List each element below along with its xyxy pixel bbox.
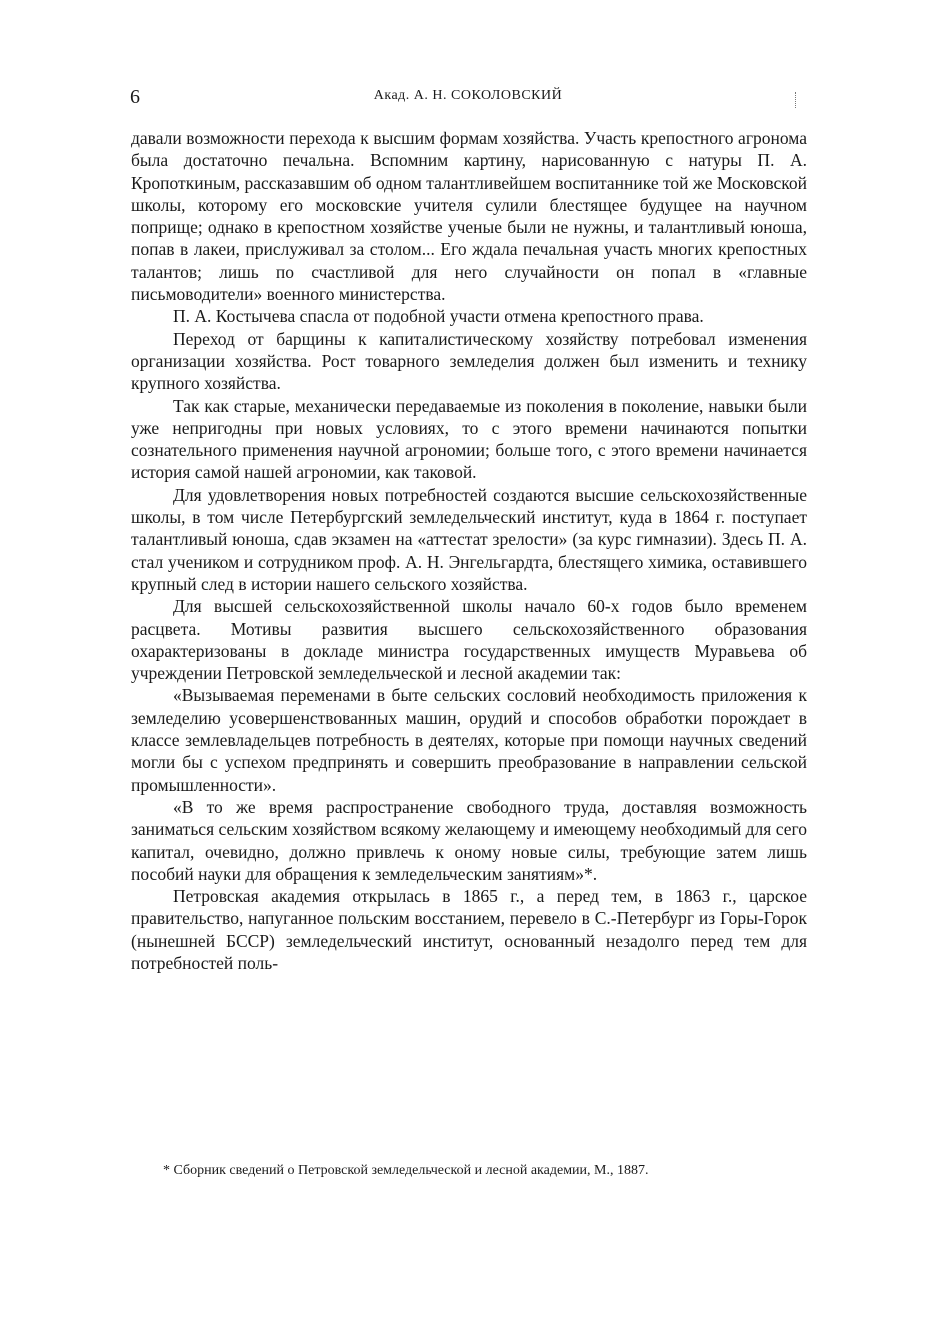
paragraph-1: давали возможности перехода к высшим формам хозяйства. Участь крепостного агронома была достаточно печальна. Вспомним картину, нарисованную с натуры П. А. Кропоткиным, рассказавшим об одном талантливейшем воспитаннике той же Московской школы, которому его московские учителя сулили блестящее будущее на научном поприще; однако в крепостном хозяйстве ученые были не нужны, и талантливый юноша, попав в лакеи, прислуживал за столом... Его ждала печальная участь многих крепостных талантов; лишь по счастливой для него случайности он попал в «главные письмоводители» военного министерства. [131, 128, 807, 305]
footnote-text: * Сборник сведений о Петровской земледельческой и лесной академии, М., 1887. [163, 1163, 649, 1178]
footnote [131, 1162, 807, 1180]
paragraph-9: Петровская академия открылась в 1865 г., а перед тем, в 1863 г., царское правительство, напуганное польским восстанием, перевело в С.-Петербург из Горы-Горок (нынешней БССР) земледельческий институт, основанный незадолго перед тем для потребностей поль- [131, 886, 807, 973]
paragraph-4: Так как старые, механически передаваемые из поколения в поколение, навыки были уже непригодны при новых условиях, то с этого времени начинаются попытки сознательного применения научной агрономии; больше того, с этого времени начинается история самой нашей агрономии, как таковой. [131, 395, 807, 483]
page-number: 6 [130, 86, 140, 108]
quote-paragraph-2: «В то же время распространение свободного труда, доставляя возможность заниматься сельским хозяйством всякому желающему и имеющему необходимый для сего капитал, очевидно, должно привлечь к оному новые силы, требующие затем лишь пособий науки для обращения к земледельческим занятиям»*. [131, 796, 807, 884]
margin-mark [795, 92, 798, 108]
body-text [131, 127, 807, 974]
paragraph-3: Переход от барщины к капиталистическому хозяйству потребовал изменения организации хозяйства. Рост товарного земледелия должен был изменить и технику крупного хозяйства. [131, 328, 807, 394]
paragraph-2: П. А. Костычева спасла от подобной участи отмена крепостного права. [173, 306, 704, 327]
quote-paragraph-1: «Вызываемая переменами в быте сельских сословий необходимость приложения к земледелию усовершенствованных машин, орудий и способов обработки порождает в классе землевладельцев потребность в деятелях, которые при помощи научных сведений могли бы с успехом предпринять и совершить преобразование в направлении сельской промышленности». [131, 685, 807, 795]
running-head: Акад. А. Н. СОКОЛОВСКИЙ [373, 88, 563, 103]
paragraph-6: Для высшей сельскохозяйственной школы начало 60-х годов было временем расцвета. Мотивы развития высшего сельскохозяйственного образования охарактеризованы в докладе министра государственных имуществ Муравьева об учреждении Петровской земледельческой и лесной академии так: [131, 596, 807, 684]
paragraph-5: Для удовлетворения новых потребностей создаются высшие сельскохозяйственные школы, в том числе Петербургский земледельческий институт, куда в 1864 г. поступает талантливый юноша, сдав экзамен на «аттестат зрелости» (за курс гимназии). Здесь П. А. стал учеником и сотрудником проф. А. Н. Энгельгардта, блестящего химика, оставившего крупный след в истории нашего сельского хозяйства. [131, 484, 807, 594]
